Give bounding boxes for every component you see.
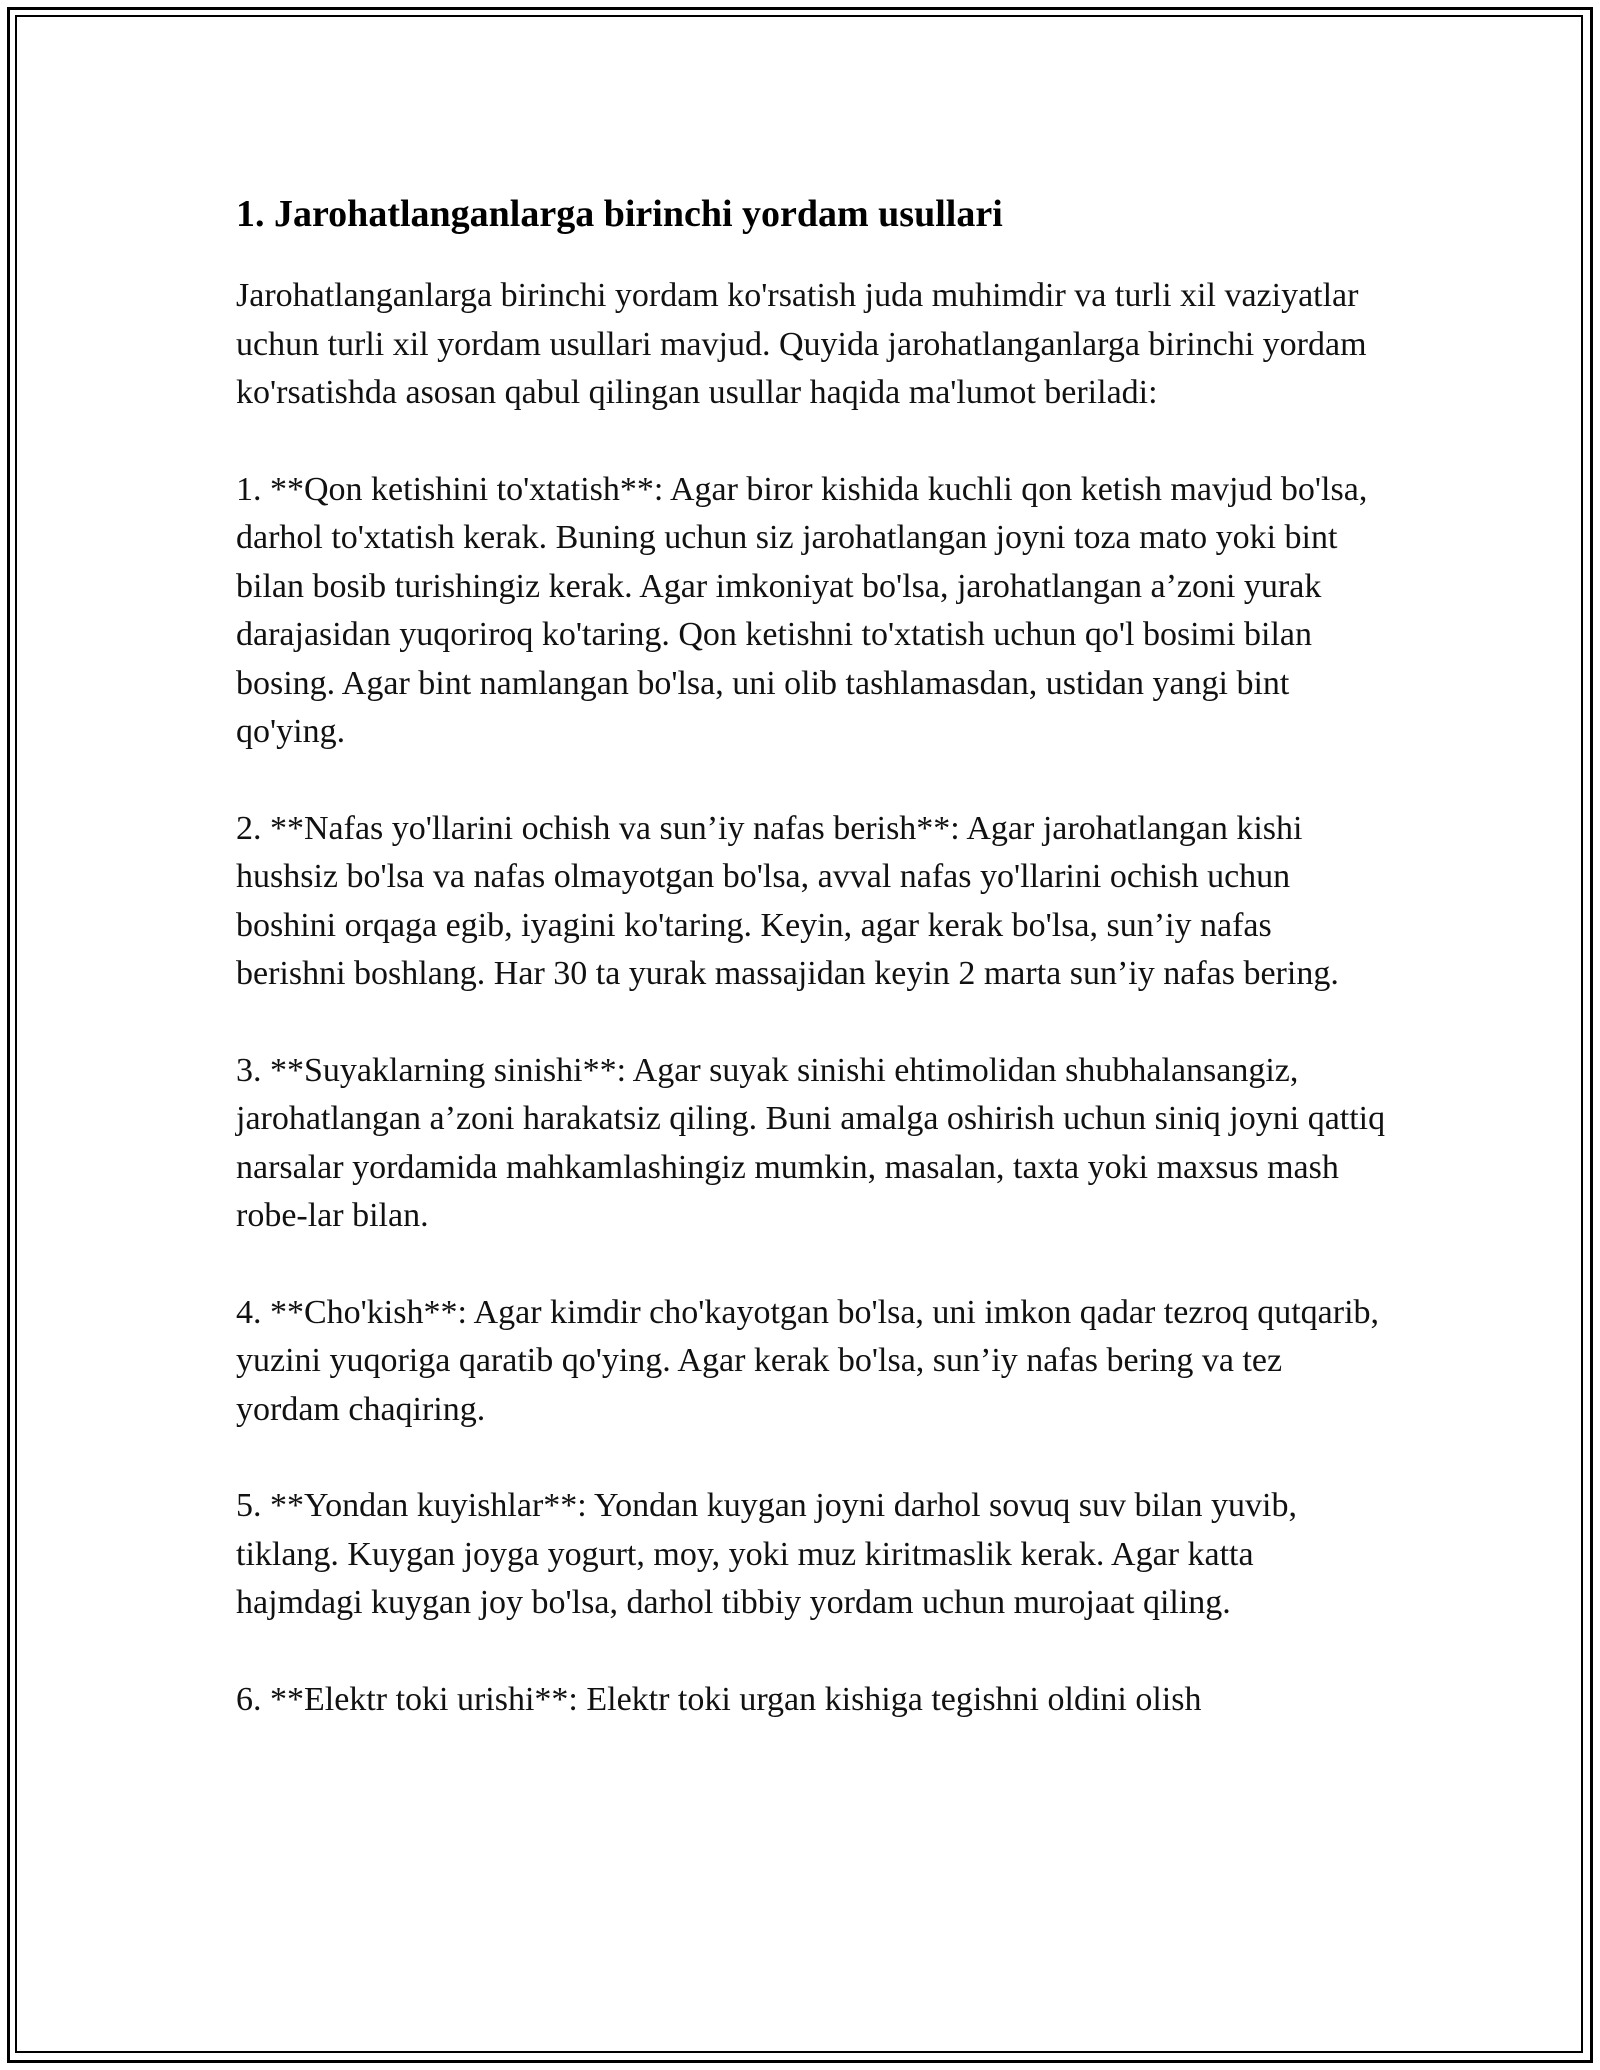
document-heading: 1. Jarohatlanganlarga birinchi yordam usullari [236,193,1003,235]
airway-breathing-paragraph: 2. **Nafas yo'llarini ochish va sun’iy nafas berish**: Agar jarohatlangan kishi hushsiz bo'lsa va nafas olmayotgan bo'lsa, avval nafas yo'llarini ochish uchun boshini orqaga egib, iyagini ko'taring. Keyin, agar kerak bo'lsa, sun’iy nafas berishni boshlang. Har 30 ta yurak massajidan keyin 2 marta sun’iy nafas bering. [236,809,1339,992]
document-body [236,186,1386,1772]
bleeding-paragraph: 1. **Qon ketishini to'xtatish**: Agar biror kishida kuchli qon ketish mavjud bo'lsa, darhol to'xtatish kerak. Buning uchun siz jarohatlangan joyni toza mato yoki bint bilan bosib turishingiz kerak. Agar imkoniyat bo'lsa, jarohatlangan a’zoni yurak darajasidan yuqoriroq ko'taring. Qon ketishni to'xtatish uchun qo'l bosimi bilan bosing. Agar bint namlangan bo'lsa, uni olib tashlamasdan, ustidan yangi bint qo'ying. [236,470,1368,750]
fractures-paragraph: 3. **Suyaklarning sinishi**: Agar suyak sinishi ehtimolidan shubhalansangiz, jarohatlangan a’zoni harakatsiz qiling. Buni amalga oshirish uchun siniq joyni qattiq narsalar yordamida mahkamlashingiz mumkin, masalan, taxta yoki maxsus mash robe-lar bilan. [236,1051,1386,1234]
burns-paragraph: 5. **Yondan kuyishlar**: Yondan kuygan joyni darhol sovuq suv bilan yuvib, tiklang. Kuygan joyga yogurt, moy, yoki muz kiritmaslik kerak. Agar katta hajmdagi kuygan joy bo'lsa, darhol tibbiy yordam uchun murojaat qiling. [236,1487,1297,1621]
electric-shock-paragraph: 6. **Elektr toki urishi**: Elektr toki urgan kishiga tegishni oldini olish [236,1680,1202,1718]
drowning-paragraph: 4. **Cho'kish**: Agar kimdir cho'kayotgan bo'lsa, uni imkon qadar tezroq qutqarib, yuzini yuqoriga qaratib qo'ying. Agar kerak bo'lsa, sun’iy nafas bering va tez yordam chaqiring. [236,1293,1380,1428]
intro-paragraph: Jarohatlanganlarga birinchi yordam ko'rsatish juda muhimdir va turli xil vaziyatlar uchun turli xil yordam usullari mavjud. Quyida jarohatlanganlarga birinchi yordam ko'rsatishda asosan qabul qilingan usullar haqida ma'lumot beriladi: [236,277,1367,411]
